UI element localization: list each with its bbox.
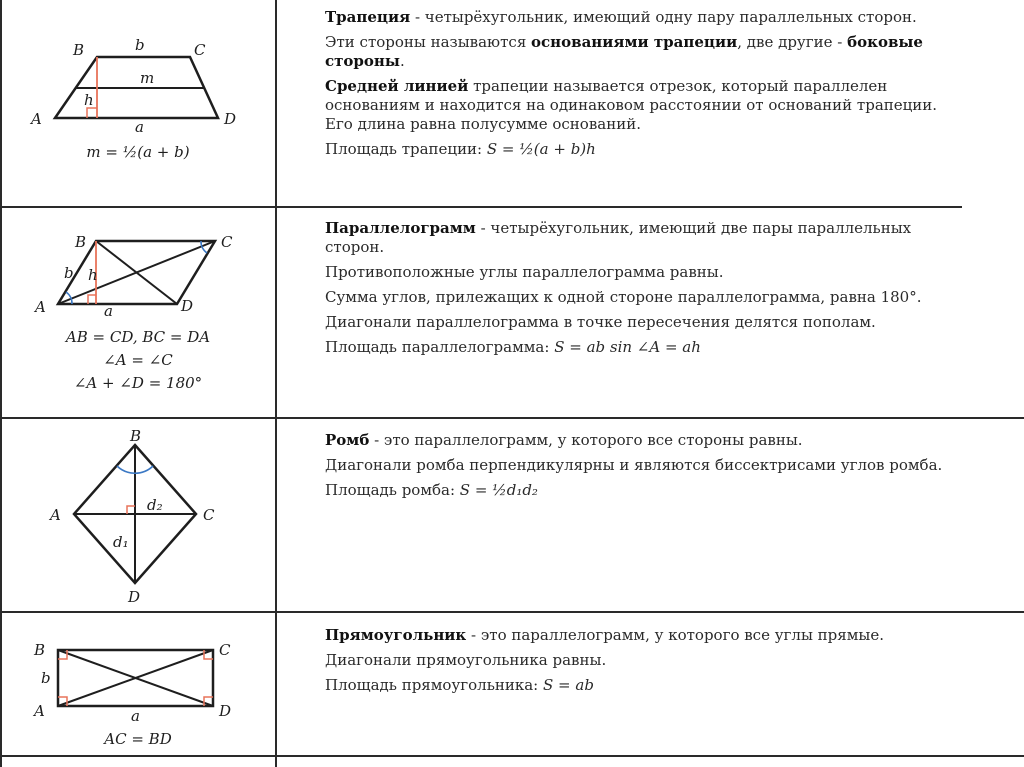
rhombus-area-formula: S = ½d₁d₂ (459, 481, 538, 499)
parallelogram-formula-1: AB = CD, BC = DA (65, 328, 211, 346)
vertex-label-a: A (35, 298, 46, 316)
rhombus-term: Ромб (325, 431, 370, 449)
midline-label-m: m (140, 69, 155, 87)
vertex-label-c: C (221, 233, 233, 251)
height-label-h: h (88, 266, 98, 284)
rectangle-area-formula: S = ab (543, 676, 594, 694)
parallelogram-term: Параллелограмм (325, 219, 476, 237)
right-angle-mark (88, 295, 96, 304)
row-divider-1 (0, 206, 962, 208)
parallelogram-formula-2: ∠A = ∠C (103, 351, 173, 369)
row-divider-3 (0, 611, 1024, 613)
rectangle-term: Прямоугольник (325, 626, 467, 644)
vertex-label-b: B (34, 641, 46, 659)
rhombus-figure (0, 420, 276, 610)
side-label-b: b (64, 264, 74, 282)
trapezoid-figure (0, 0, 276, 140)
base-label-a: a (104, 302, 113, 320)
trapezoid-term: Трапеция (325, 8, 411, 26)
right-angle-mark (87, 108, 97, 118)
rectangle-figure (0, 614, 276, 726)
rhombus-text: Ромб - это параллелограмм, у которого все стороны равны. Диагонали ромба перпендикулярны и являются биссектрисами углов ромба. Площадь ромба: S = ½d₁d₂ (325, 431, 943, 499)
parallelogram-formula-3: ∠A + ∠D = 180° (73, 374, 203, 392)
vertex-label-b: B (130, 427, 142, 445)
row-divider-4 (0, 755, 1024, 757)
parallelogram-figure (0, 210, 276, 320)
vertex-label-a: A (34, 702, 45, 720)
rectangle-text: Прямоугольник - это параллелограмм, у которого все углы прямые. Диагонали прямоугольника равны. Площадь прямоугольника: S = ab (325, 626, 884, 694)
trapezoid-text: Трапеция - четырёхугольник, имеющий одну пару параллельных сторон. Эти стороны называются основаниями трапеции, две другие - боковые стороны. Средней линией трапеции называется отрезок, который параллелен основаниям и находится на одинаковом расстоянии от оснований трапеции. Его длина равна полусумме оснований. Площадь трапеции: S = ½(a + b)h (325, 8, 938, 158)
trapezoid-area-formula: S = ½(a + b)h (486, 140, 596, 158)
diagonal-label-d2: d₂ (147, 496, 163, 514)
vertex-label-b: B (73, 41, 85, 59)
vertex-label-d: D (181, 297, 194, 315)
trapezoid-midline-formula: m = ½(a + b) (86, 143, 190, 161)
vertex-label-c: C (194, 41, 206, 59)
vertex-label-d: D (128, 588, 141, 606)
base-label-a: a (135, 118, 144, 136)
vertex-label-d: D (219, 702, 232, 720)
vertex-label-d: D (224, 110, 237, 128)
vertex-label-c: C (219, 641, 231, 659)
side-label-b: b (135, 36, 145, 54)
vertex-label-c: C (203, 506, 215, 524)
vertex-label-b: B (75, 233, 87, 251)
angle-c-arc (201, 241, 207, 253)
vertex-label-a: A (31, 110, 42, 128)
right-angle-mark (127, 506, 135, 514)
parallelogram-text: Параллелограмм - четырёхугольник, имеющий две пары параллельных сторон. Противоположные углы параллелограмма равны. Сумма углов, прилежащих к одной стороне параллелограмма, равна 180°. Диагонали параллелограмма в точке пересечения делятся пополам. Площадь параллелограмма: S = ab sin ∠A = ah (325, 219, 922, 356)
side-label-b: b (41, 669, 51, 687)
diagonal-label-d1: d₁ (113, 533, 129, 551)
row-divider-2 (0, 417, 1024, 419)
diagonal-bd (96, 241, 177, 304)
vertex-label-a: A (50, 506, 61, 524)
angle-a-arc (66, 292, 72, 304)
parallelogram-area-formula: S = ab sin ∠A = ah (554, 338, 701, 356)
base-label-a: a (131, 707, 140, 725)
height-label-h: h (84, 91, 94, 109)
rectangle-diagonal-formula: AC = BD (104, 730, 172, 748)
